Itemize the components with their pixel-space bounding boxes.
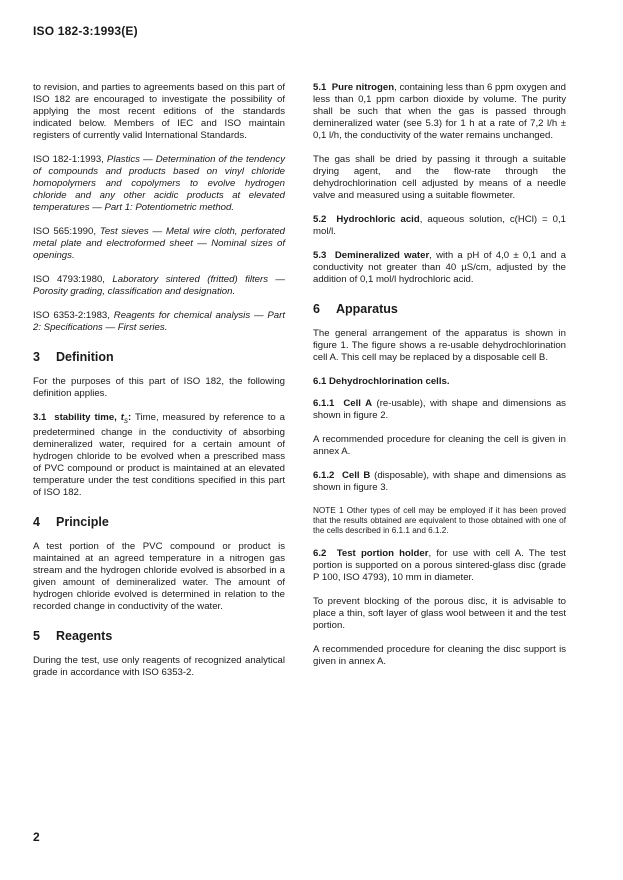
clause-text: , containing less than 6 ppm oxygen and less than 0,1 ppm carbon dioxide by volume. The purity shall be such that when the gas is passed through demineralized water (see 5.3) for 1 h at a rate of 7,2 l/h ± 0,1 l/h, the conductivity of the water remains unchanged. — [313, 82, 566, 141]
term-colon: : — [128, 412, 132, 423]
term: Cell B — [341, 470, 371, 481]
term: Cell A — [343, 398, 373, 409]
paragraph-intro: to revision, and parties to agreements based on this part of ISO 182 are encouraged to investigate the possibility of applying the most recent editions of the standards indicated below. Members of IEC and ISO maintain registers of currently valid International Standards. — [33, 82, 285, 141]
section-6-paragraph: The general arrangement of the apparatus is shown in figure 1. The figure shows a re-usable dehydrochlorination cell A. This cell may be replaced by a disposable cell B. — [313, 328, 566, 363]
clause-6-1-heading: 6.1 Dehydrochlorination cells. — [313, 376, 450, 387]
term: stability time, — [54, 412, 121, 423]
clause-5-1-paragraph-2: The gas shall be dried by passing it through a suitable drying agent, and the flow-rate through the dehydrochlorination cell adjusted by means of a needle valve and measured using a suitable flowmeter. — [313, 154, 566, 201]
reference-title: Reagents for chemical analysis — Part 2: Specifications — First series. — [33, 310, 286, 333]
section-number: 6 — [313, 302, 320, 316]
section-number: 5 — [33, 628, 40, 643]
clause-number: 5.3 — [313, 250, 327, 261]
term: Test portion holder — [336, 548, 429, 559]
section-5-paragraph: During the test, use only reagents of recognized analytical grade in accordance with ISO 6353-2. — [33, 654, 285, 678]
reference-code: ISO 4793:1980, — [33, 274, 113, 285]
section-title: Principle — [56, 514, 109, 529]
definition-3-1 — [33, 412, 285, 499]
clause-6-2-paragraph-2: To prevent blocking of the porous disc, it is advisable to place a thin, soft layer of glass wool between it and the test portion. — [313, 596, 566, 631]
term-symbol: t — [120, 412, 124, 423]
section-title: Apparatus — [336, 302, 398, 316]
section-4-heading — [33, 515, 285, 529]
document-header: ISO 182-3:1993(E) — [33, 24, 138, 38]
reference-iso-6353-2 — [33, 310, 285, 334]
clause-text: , for use with cell A. The test portion is supported on a porous sintered-glass disc (grade P 100, ISO 4793), 10 mm in diameter. — [313, 548, 566, 583]
reference-title: Test sieves — Metal wire cloth, perforated metal plate and electroformed sheet — Nominal sizes of openings. — [33, 226, 285, 261]
section-title: Definition — [56, 350, 114, 364]
clause-text: , aqueous solution, c(HCl) = 0,1 mol/l. — [313, 214, 566, 237]
clause-6-2 — [313, 548, 566, 584]
reference-code: ISO 6353-2:1983, — [33, 310, 114, 321]
right-column — [313, 82, 566, 680]
term: Pure nitrogen — [331, 82, 395, 93]
clause-number: 6.1.1 — [313, 398, 335, 409]
reference-code: ISO 565:1990, — [33, 226, 100, 237]
section-3-heading — [33, 350, 285, 364]
reference-title: Plastics — Determination of the tendency of compounds and products based on vinyl chloride homopolymers and copolymers to evolve hydrogen chloride and any other acidic products at elevated temperatures — Part 1: Potentiometric method. — [33, 154, 285, 213]
term-symbol-subscript: s — [124, 415, 128, 425]
clause-number: 6.1.2 — [313, 470, 335, 481]
clause-5-3 — [313, 250, 566, 286]
section-4-paragraph: A test portion of the PVC compound or product is maintained at an agreed temperature in a nitrogen gas stream and the hydrogen chloride evolved is absorbed in a given amount of demineralized water. The amount of hydrogen chloride evolved is determined in relation to the recorded change in conductivity of the water. — [33, 540, 285, 612]
clause-6-1-1-paragraph-2: A recommended procedure for cleaning the cell is given in annex A. — [313, 434, 566, 457]
reference-iso-4793 — [33, 274, 285, 298]
note-1: NOTE 1 Other types of cell may be employed if it has been proved that the results obtained are equivalent to those obtained with one of the cells described in 6.1.1 and 6.1.2. — [313, 506, 566, 535]
term: Demineralized water — [334, 250, 430, 261]
page-number: 2 — [33, 830, 40, 844]
clause-number: 5.1 — [313, 82, 327, 93]
reference-iso-182-1 — [33, 154, 285, 214]
clause-number: 5.2 — [313, 214, 327, 225]
clause-text: , with a pH of 4,0 ± 0,1 and a conductivity not greater than 40 µS/cm, adjusted by the addition of 0,1 mol/l hydrochloric acid. — [313, 250, 566, 285]
clause-5-1 — [313, 82, 566, 142]
section-3-paragraph: For the purposes of this part of ISO 182, the following definition applies. — [33, 376, 285, 399]
section-6-heading — [313, 302, 566, 316]
clause-6-2-paragraph-3: A recommended procedure for cleaning the disc support is given in annex A. — [313, 644, 566, 667]
section-number: 3 — [33, 350, 40, 364]
section-5-heading — [33, 629, 285, 643]
clause-number: 6.2 — [313, 548, 327, 559]
reference-title: Laboratory sintered (fritted) filters — Porosity grading, classification and designation. — [33, 274, 286, 297]
reference-iso-565 — [33, 226, 285, 262]
clause-6-1-2 — [313, 470, 566, 494]
left-column — [33, 82, 285, 691]
reference-code: ISO 182-1:1993, — [33, 154, 107, 165]
clause-5-2 — [313, 214, 566, 238]
clause-text: (disposable), with shape and dimensions as shown in figure 3. — [313, 470, 566, 493]
term: Hydrochloric acid — [336, 214, 420, 225]
section-number: 4 — [33, 514, 40, 529]
clause-number: 3.1 — [33, 412, 47, 423]
section-title: Reagents — [56, 628, 113, 643]
definition-text: Time, measured by reference to a predetermined change in the conductivity of absorbing demineralized water, required for a certain amount of hydrogen chloride to be evolved when a prescribed mass of PVC compound or product is maintained at an elevated temperature under the test conditions specified in this part of ISO 182. — [33, 412, 285, 498]
clause-text: (re-usable), with shape and dimensions as shown in figure 2. — [313, 398, 566, 421]
clause-6-1-1 — [313, 398, 566, 422]
